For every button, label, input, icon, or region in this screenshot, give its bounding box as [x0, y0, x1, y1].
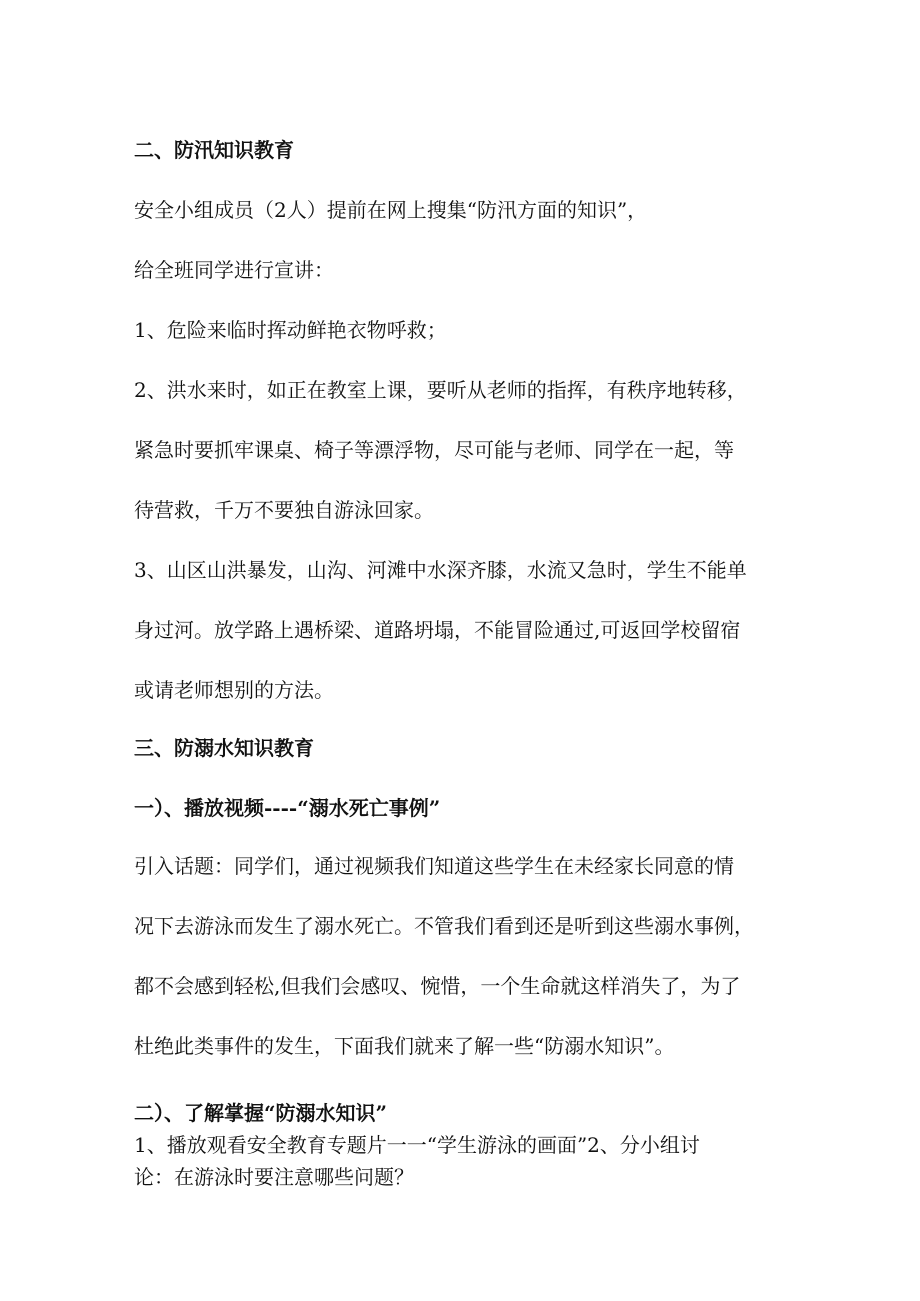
section-heading-flood: 二、防汛知识教育	[134, 138, 294, 162]
paragraph-line: 1、播放观看安全教育专题片一一“学生游泳的画面”2、分小组讨	[134, 1133, 700, 1157]
paragraph-line: 杜绝此类事件的发生，下面我们就来了解一些“防溺水知识”。	[134, 1034, 675, 1058]
paragraph-line: 况下去游泳而发生了溺水死亡。不管我们看到还是听到这些溺水事例，	[134, 914, 754, 938]
list-item-2: 2、洪水来时，如正在教室上课，要听从老师的指挥，有秩序地转移，	[134, 378, 747, 402]
subsection-heading-knowledge: 二）、了解掌握“防溺水知识”	[134, 1101, 388, 1125]
paragraph-line: 都不会感到轻松,但我们会感叹、惋惜，一个生命就这样消失了，为了	[134, 974, 741, 998]
paragraph-line: 紧急时要抓牢课桌、椅子等漂浮物，尽可能与老师、同学在一起，等	[134, 438, 734, 462]
paragraph-line: 或请老师想别的方法。	[134, 678, 334, 702]
subsection-heading-video: 一）、播放视频----“溺水死亡事例”	[134, 796, 441, 820]
paragraph-line: 引入话题：同学们，通过视频我们知道这些学生在未经家长同意的情	[134, 854, 734, 878]
paragraph-line: 给全班同学进行宣讲：	[134, 258, 334, 282]
paragraph-line: 安全小组成员（2人）提前在网上搜集“防汛方面的知识”，	[134, 198, 648, 222]
paragraph-line: 身过河。放学路上遇桥梁、道路坍塌，不能冒险通过,可返回学校留宿	[134, 618, 741, 642]
paragraph-line: 待营救，千万不要独自游泳回家。	[134, 498, 434, 522]
paragraph-line: 论：在游泳时要注意哪些问题？	[134, 1165, 414, 1189]
section-heading-drowning: 三、防溺水知识教育	[134, 736, 314, 760]
list-item-3: 3、山区山洪暴发，山沟、河滩中水深齐膝，水流又急时，学生不能单	[134, 558, 747, 582]
list-item-1: 1、危险来临时挥动鲜艳衣物呼救；	[134, 318, 447, 342]
